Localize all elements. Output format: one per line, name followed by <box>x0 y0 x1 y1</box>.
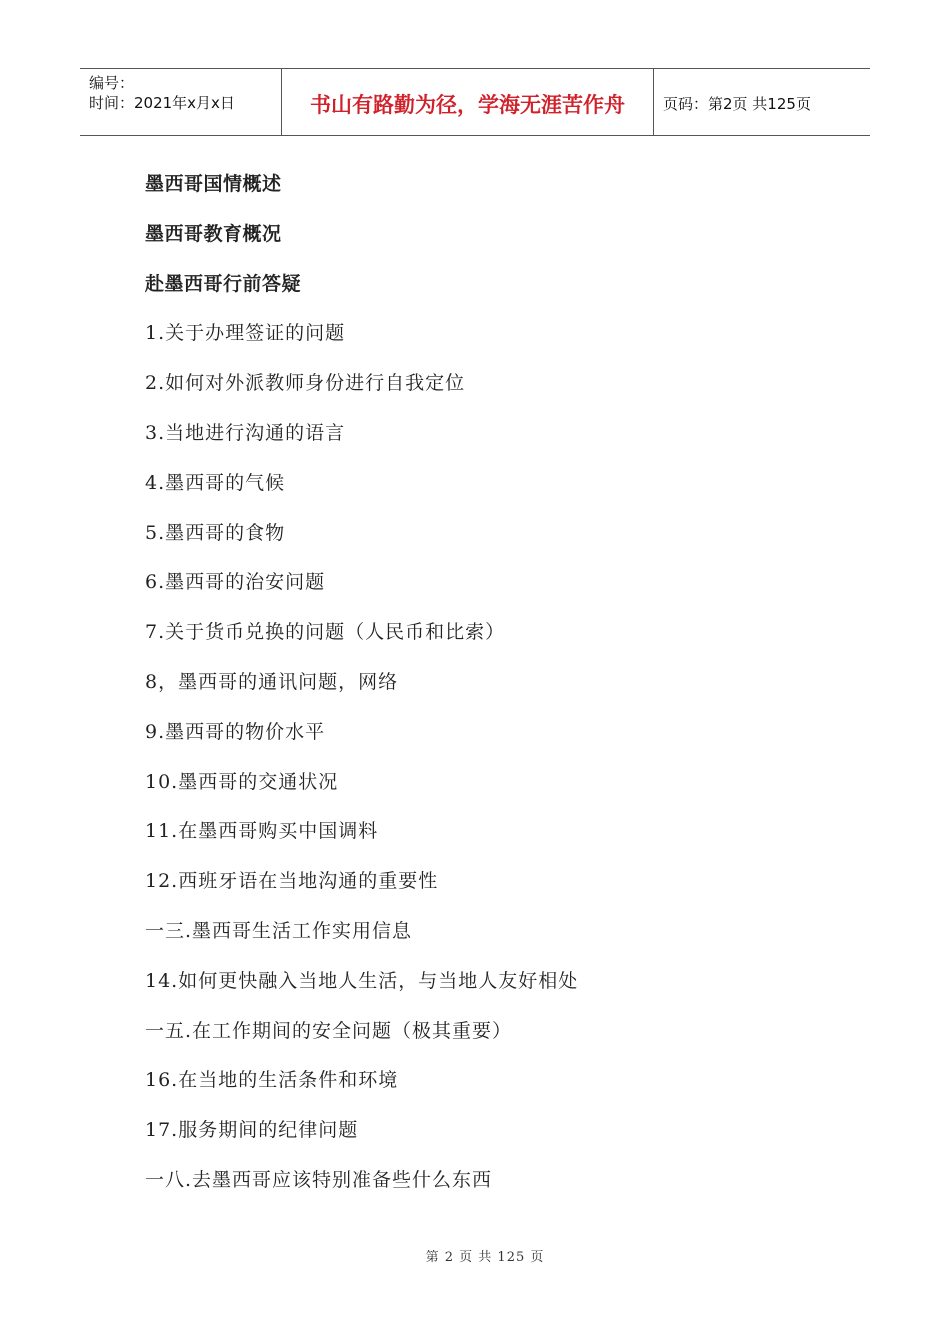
document-date: 时间：2021年x月x日 <box>89 94 235 112</box>
toc-item: 一八.去墨西哥应该特别准备些什么东西 <box>145 1168 493 1191</box>
toc-item: 5.墨西哥的食物 <box>145 521 286 544</box>
document-number-label: 编号： <box>89 74 135 92</box>
toc-item: 3.当地进行沟通的语言 <box>145 421 346 444</box>
toc-item: 4.墨西哥的气候 <box>145 471 286 494</box>
toc-item: 12.西班牙语在当地沟通的重要性 <box>145 870 439 893</box>
toc-item: 7.关于货币兑换的问题（人民币和比索） <box>145 621 506 644</box>
toc-item: 8，墨西哥的通讯问题，网络 <box>145 670 399 693</box>
toc-item: 2.如何对外派教师身份进行自我定位 <box>145 372 466 395</box>
header-meta <box>80 69 282 135</box>
page-footer: 第 2 页 共 125 页 <box>425 1250 545 1265</box>
toc-item: 17.服务期间的纪律问题 <box>145 1119 359 1142</box>
toc-item: 16.在当地的生活条件和环境 <box>145 1069 399 1092</box>
toc-item: 9.墨西哥的物价水平 <box>145 720 326 743</box>
toc-item: 11.在墨西哥购买中国调料 <box>145 820 379 843</box>
toc-item: 一五.在工作期间的安全问题（极其重要） <box>145 1019 513 1042</box>
page-header <box>80 68 870 136</box>
table-of-contents <box>145 168 578 1214</box>
toc-item: 墨西哥国情概述 <box>145 173 282 195</box>
toc-item: 1.关于办理签证的问题 <box>145 322 346 345</box>
toc-item: 10.墨西哥的交通状况 <box>145 770 339 793</box>
toc-item: 墨西哥教育概况 <box>145 222 282 245</box>
toc-item: 6.墨西哥的治安问题 <box>145 571 326 594</box>
header-motto: 书山有路勤为径，学海无涯苦作舟 <box>282 69 654 135</box>
toc-item: 赴墨西哥行前答疑 <box>145 272 302 295</box>
toc-item: 14.如何更快融入当地人生活，与当地人友好相处 <box>145 969 579 992</box>
toc-item: 一三.墨西哥生活工作实用信息 <box>145 919 413 942</box>
header-page-info: 页码：第2页 共125页 <box>663 94 811 113</box>
